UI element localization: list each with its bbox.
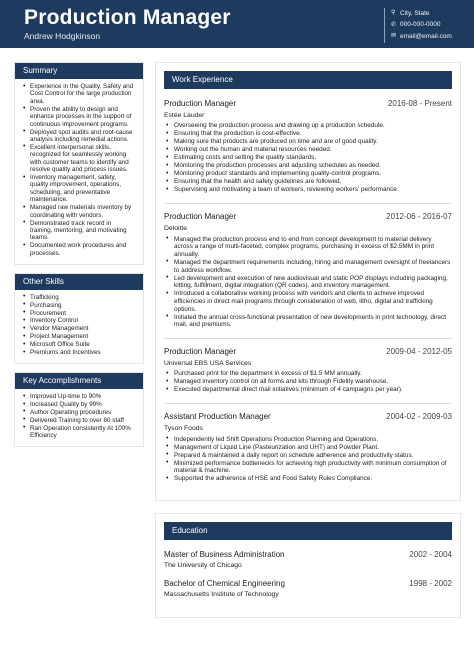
job-role: Assistant Production Manager: [164, 412, 271, 422]
list-item: • Purchasing: [23, 302, 135, 309]
job-bullet: • Independently led Shift Operations Production Planning and Operations.: [166, 436, 452, 444]
job-company: Deloitte: [164, 225, 188, 233]
email-icon: ✉: [391, 33, 397, 39]
job-header: [164, 347, 452, 357]
job-dates: 2012-06 - 2016-07: [386, 212, 452, 222]
main-content: [155, 62, 461, 630]
job-bullet: • Ensuring that the production is cost-effective.: [166, 130, 452, 138]
list-item: • Vendor Management: [23, 325, 135, 332]
summary-list: [15, 83, 143, 257]
job-bullet: • Ensuring that the health and safety guidelines are followed.: [166, 178, 452, 186]
education-section: [155, 513, 461, 618]
education-list: [164, 550, 452, 600]
contact-block: [384, 8, 452, 43]
list-item: • Increased Quality by 90%: [23, 401, 135, 408]
job-entry: [164, 347, 452, 394]
phone-icon: ✆: [391, 21, 397, 28]
list-item: • Procurement: [23, 310, 135, 317]
job-divider: [164, 338, 452, 339]
list-item: • Delivered Training to over 80 staff: [23, 417, 135, 424]
list-item: • Improved Up-time to 90%: [23, 393, 135, 400]
school-name: Massachusetts Institute of Technology: [164, 591, 279, 599]
education-entry: [164, 550, 452, 570]
job-bullet: • Supervising and motivating a team of workers, reviewing workers' performance.: [166, 186, 452, 194]
job-header: [164, 99, 452, 109]
job-company: Tyson Foods: [164, 425, 203, 433]
degree: Bachelor of Chemical Engineering: [164, 579, 285, 589]
job-entry: [164, 99, 452, 194]
job-company: Estée Lauder: [164, 112, 205, 119]
skills-section: [14, 273, 144, 364]
education-entry: [164, 579, 452, 599]
job-divider: [164, 203, 452, 204]
list-item: • Inventory Control: [23, 317, 135, 324]
job-bullets: [164, 370, 452, 394]
work-experience-section: [155, 62, 461, 501]
email-text[interactable]: email@email.com: [400, 32, 452, 40]
skills-title: Other Skills: [15, 274, 143, 290]
job-bullet: • Managed the department requirements including, hiring and management oversight of freelancers to address workflow.: [166, 259, 452, 274]
job-bullets: [164, 436, 452, 483]
job-role: Production Manager: [164, 346, 237, 356]
job-bullet: • Management of Liquid Line (Pasteurization and UHT) and Powder Plant.: [166, 444, 452, 452]
job-divider: [164, 403, 452, 404]
summary-section: [14, 62, 144, 265]
accomplishments-section: [14, 372, 144, 447]
list-item: • Proven the ability to design and enhance processes in the support of continuous improvement programs.: [23, 106, 135, 128]
education-dates: 1998 - 2002: [409, 579, 452, 589]
list-item: • Trafficking: [23, 294, 135, 301]
person-name: Andrew Hodgkinson: [24, 31, 101, 41]
education-header: [164, 550, 452, 560]
work-experience-title: Work Experience: [164, 71, 452, 89]
job-bullet: • Prepared & maintained a daily report on schedule adherence and productivity status.: [166, 452, 452, 460]
job-entry: [164, 412, 452, 483]
job-bullet: • Making sure that products are produced on time and are of good quality.: [166, 138, 452, 146]
list-item: • Demonstrated track record in training, mentoring, and motivating teams.: [23, 220, 135, 242]
job-bullet: • Minimized performance bottlenecks for achieving high productivity with minimum consumption of material & machine.: [166, 460, 452, 475]
job-bullet: • Executed departmental direct mail initiatives (minimum of 4 campaigns per year).: [166, 386, 452, 394]
job-bullet: • Purchased print for the department in excess of $1.5 MM annually.: [166, 370, 452, 378]
job-entry: [164, 212, 452, 329]
list-item: • Microsoft Office Suite: [23, 341, 135, 348]
job-company: Universal EBS USA Services: [164, 359, 252, 367]
list-item: • Documented work procedures and processes.: [23, 242, 135, 257]
job-bullet: • Monitoring the production processes and adjusting schedules as needed.: [166, 162, 452, 170]
job-bullets: [164, 122, 452, 194]
job-bullets: [164, 236, 452, 329]
list-item: • Premiums and Incentives: [23, 349, 135, 356]
job-bullet: • Led development and execution of new audiovisual and static POP displays including packaging, kitting, fulfillment, digital integration (QR codes), and inventory management.: [166, 275, 452, 290]
location-text: City, State: [400, 9, 430, 17]
summary-title: Summary: [15, 63, 143, 79]
job-header: [164, 212, 452, 222]
job-bullet: • Supported the adherence of HSE and Food Safety Rules Compliance.: [166, 475, 452, 483]
job-bullet: • Introduced a collaborative working process with vendors and clients to achieve improved efficiencies in direct mail programs through consideration of web, litho, digital and trafficking options.: [166, 290, 452, 313]
job-dates: 2004-02 - 2009-03: [386, 412, 452, 422]
list-item: • Excellent interpersonal skills, recognized for seamlessly working with customer teams to identify and resolve quality and process issues.: [23, 144, 135, 174]
list-item: • Author Operating procedures: [23, 409, 135, 416]
job-dates: 2009-04 - 2012-05: [386, 346, 452, 356]
job-bullet: • Initiated the annual cross-functional presentation of new developments in print technology, direct mail, and premiums.: [166, 314, 452, 329]
accomplishments-title: Key Accomplishments: [15, 373, 143, 389]
job-bullet: • Working out the human and material resources needed.: [166, 146, 452, 154]
location-icon: ⚲: [391, 10, 396, 16]
sidebar: [14, 62, 144, 455]
list-item: • Deployed spot audits and root-cause analysis including remedial actions.: [23, 129, 135, 144]
accomplishments-list: [15, 393, 143, 440]
list-item: • Experience in the Quality, Safety and Cost Control for the large production area.: [23, 83, 135, 105]
job-dates: 2016-08 - Present: [387, 99, 452, 108]
list-item: • Project Management: [23, 333, 135, 340]
job-bullet: • Managed inventory control on all forms and kits through Fidelity warehouse.: [166, 378, 452, 386]
phone-text: 000-000-0000: [400, 21, 441, 29]
job-bullet: • Monitoring product standards and implementing quality-control programs.: [166, 170, 452, 178]
job-list: [164, 99, 452, 483]
job-bullet: • Estimating costs and setting the quality standards.: [166, 154, 452, 162]
school-name: The University of Chicago: [164, 561, 242, 569]
education-title: Education: [164, 522, 452, 540]
degree: Master of Business Administration: [164, 549, 285, 559]
education-header: [164, 579, 452, 589]
list-item: • Managed raw materials inventory by coordinating with vendors.: [23, 204, 135, 219]
contact-phone: [391, 20, 452, 32]
contact-location: [391, 8, 452, 20]
job-role: Production Manager: [164, 212, 237, 222]
job-header: [164, 412, 452, 422]
resume-header: [0, 0, 474, 48]
contact-email[interactable]: [391, 31, 452, 43]
list-item: • Inventory management, safety, quality improvement, operations, scheduling, and preventative maintenance.: [23, 174, 135, 204]
job-bullet: • Overseeing the production process and drawing up a production schedule.: [166, 122, 452, 130]
skills-list: [15, 294, 143, 357]
education-dates: 2002 - 2004: [409, 549, 452, 559]
job-role: Production Manager: [164, 99, 237, 108]
resume-title: Production Manager: [24, 6, 231, 29]
job-bullet: • Managed the production process end to end from concept development to material delivery across a range of multi-faceted, complex programs, purchasing in excess of $2.5MM in print annually.: [166, 236, 452, 259]
list-item: • Ran Operation consistently At 100% Efficiency: [23, 425, 135, 440]
